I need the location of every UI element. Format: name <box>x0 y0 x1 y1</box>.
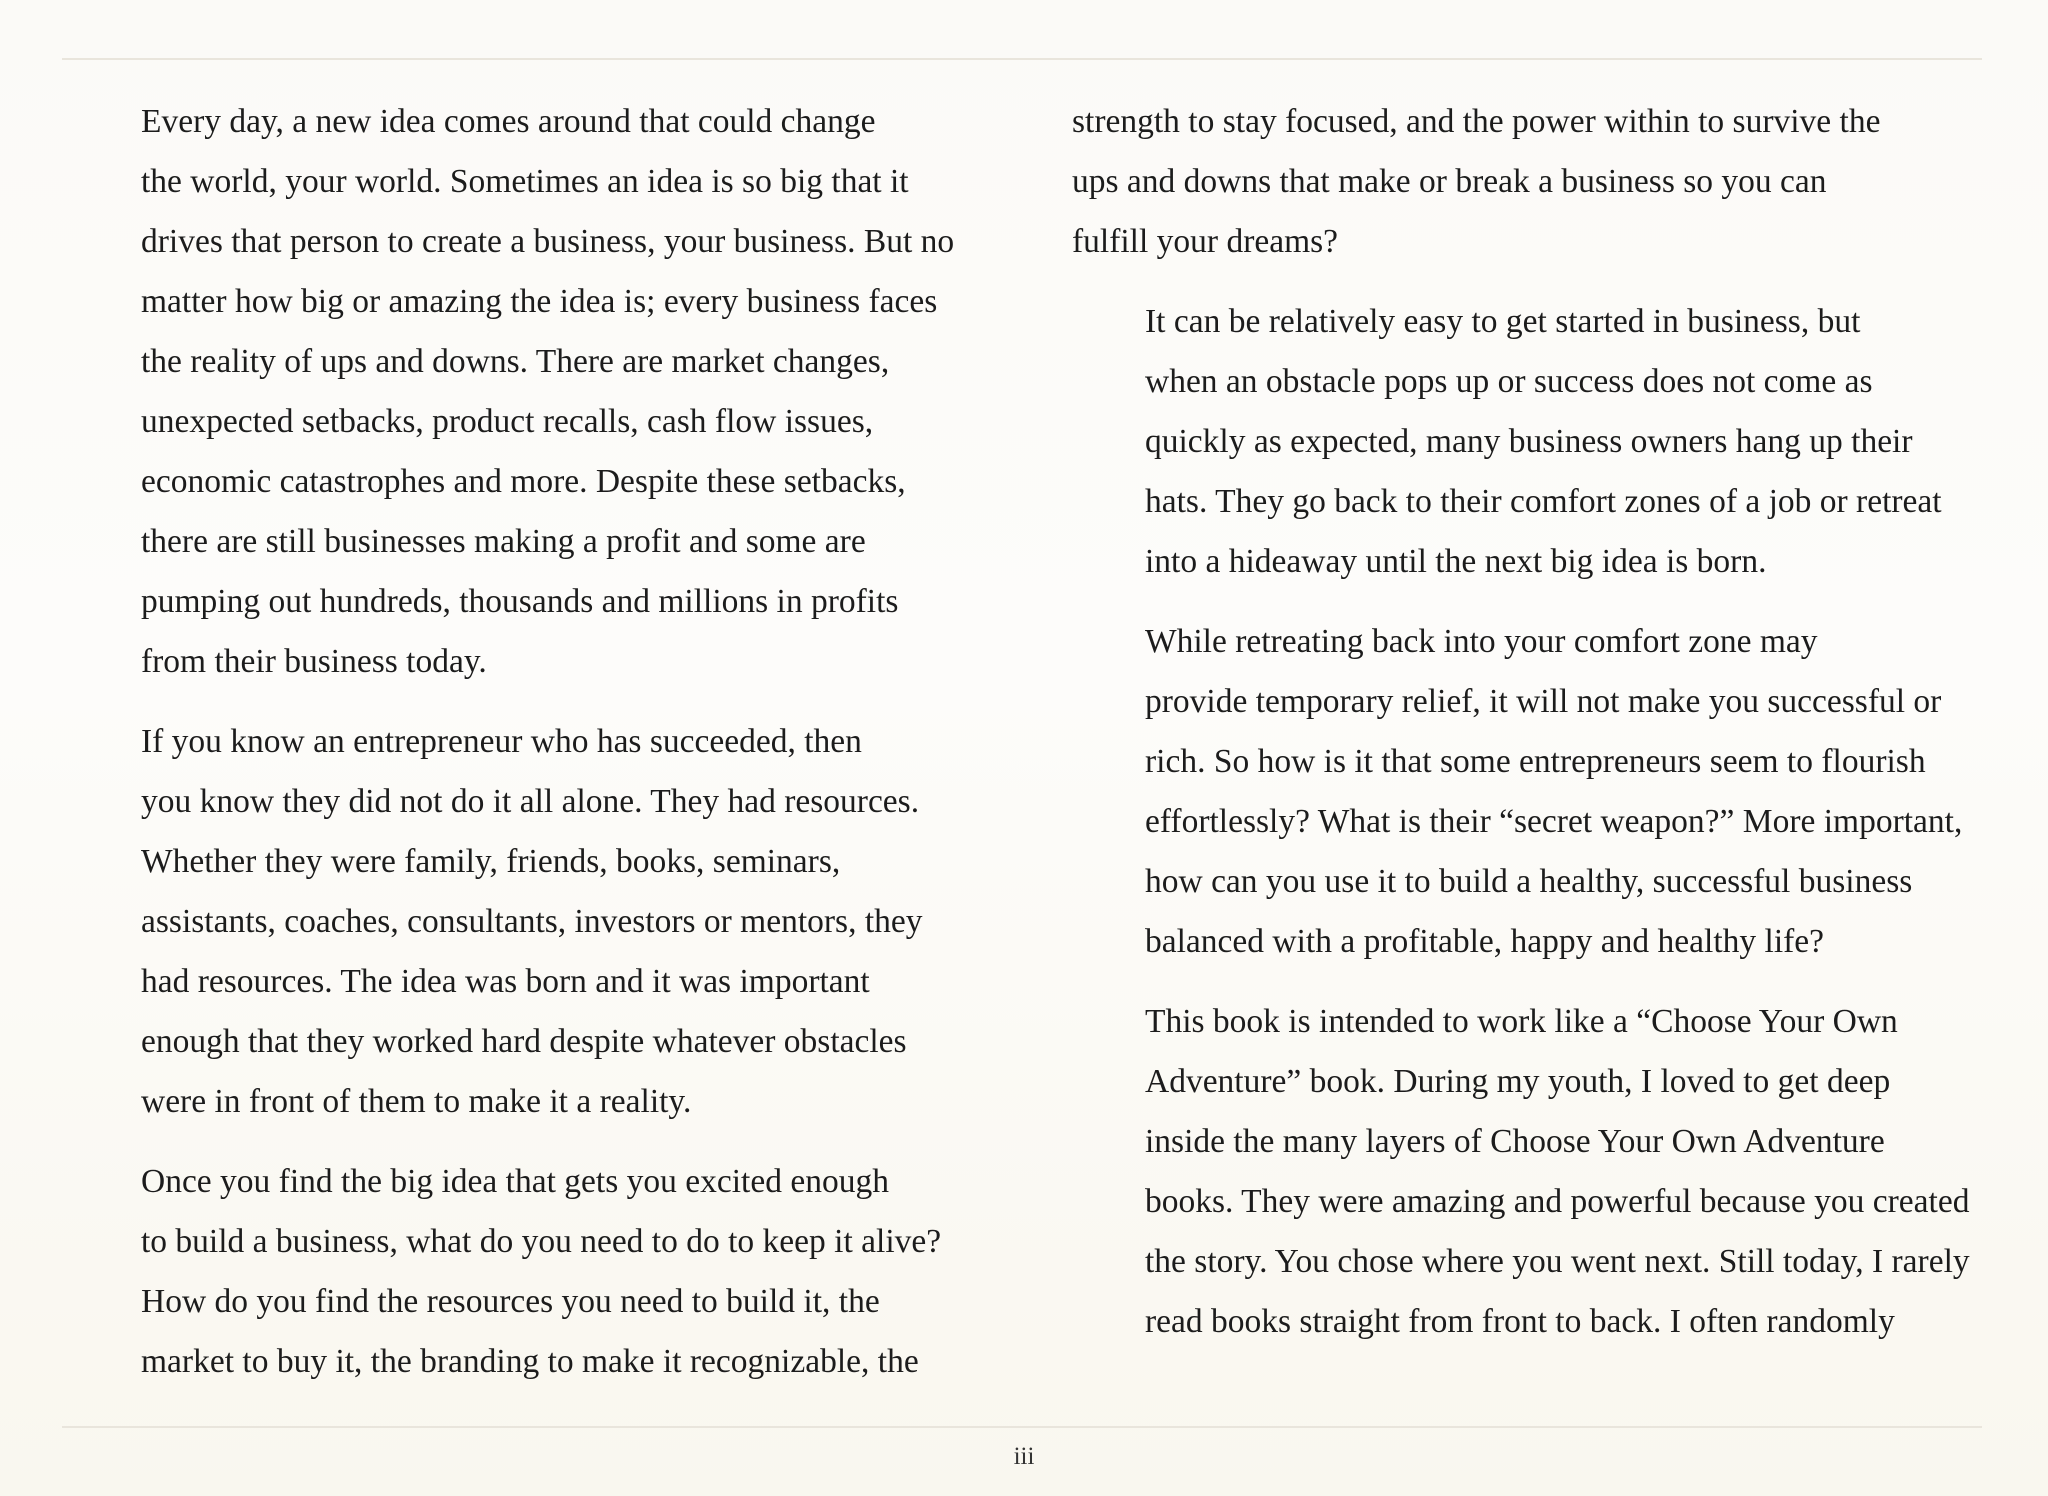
text-line: quickly as expected, many business owners hang up their <box>1145 423 1913 460</box>
text-line: drives that person to create a business, your business. But no <box>141 223 955 260</box>
text-line: economic catastrophes and more. Despite these setbacks, <box>141 463 906 500</box>
text-line: rich. So how is it that some entrepreneurs seem to flourish <box>1145 743 1926 780</box>
text-line: the world, your world. Sometimes an idea is so big that it <box>141 163 909 200</box>
paragraph <box>68 92 978 692</box>
text-line: It can be relatively easy to get started in business, but <box>1145 303 1861 340</box>
text-line: Every day, a new idea comes around that could change <box>141 103 876 140</box>
text-line: inside the many layers of Choose Your Own Adventure <box>1145 1123 1885 1160</box>
text-line: Once you find the big idea that gets you excited enough <box>141 1163 889 1200</box>
text-line: hats. They go back to their comfort zones of a job or retreat <box>1145 483 1942 520</box>
text-line: from their business today. <box>141 643 487 680</box>
text-line: Whether they were family, friends, books, seminars, <box>141 843 841 880</box>
text-line: how can you use it to build a healthy, successful business <box>1145 863 1913 900</box>
paragraph <box>68 712 978 1132</box>
text-line: balanced with a profitable, happy and healthy life? <box>1145 923 1825 960</box>
text-line: effortlessly? What is their “secret weapon?” More important, <box>1145 803 1963 840</box>
text-line: the reality of ups and downs. There are market changes, <box>141 343 890 380</box>
text-line: ups and downs that make or break a business so you can <box>1072 163 1827 200</box>
text-line: enough that they worked hard despite whatever obstacles <box>141 1023 907 1060</box>
text-line: market to buy it, the branding to make it recognizable, the <box>141 1343 919 1380</box>
paragraph <box>68 1152 978 1392</box>
text-line: when an obstacle pops up or success does not come as <box>1145 363 1873 400</box>
text-line: matter how big or amazing the idea is; every business faces <box>141 283 938 320</box>
text-line: provide temporary relief, it will not make you successful or <box>1145 683 1942 720</box>
top-divider <box>62 58 1982 60</box>
text-line: were in front of them to make it a reality. <box>141 1083 692 1120</box>
text-line: to build a business, what do you need to do to keep it alive? <box>141 1223 942 1260</box>
left-text-column <box>68 92 978 1412</box>
right-text-column <box>1072 92 1982 1372</box>
bottom-divider <box>62 1426 1982 1428</box>
text-line: unexpected setbacks, product recalls, cash flow issues, <box>141 403 874 440</box>
paragraph-continued <box>1072 92 1982 272</box>
text-line: had resources. The idea was born and it was important <box>141 963 870 1000</box>
text-line: you know they did not do it all alone. They had resources. <box>141 783 920 820</box>
paragraph <box>1072 292 1982 592</box>
text-line: strength to stay focused, and the power within to survive the <box>1072 103 1881 140</box>
text-line: Adventure” book. During my youth, I loved to get deep <box>1145 1063 1891 1100</box>
text-line: assistants, coaches, consultants, investors or mentors, they <box>141 903 923 940</box>
text-line: How do you find the resources you need to build it, the <box>141 1283 880 1320</box>
text-line: pumping out hundreds, thousands and millions in profits <box>141 583 899 620</box>
text-line: the story. You chose where you went next. Still today, I rarely <box>1145 1243 1970 1280</box>
text-line: into a hideaway until the next big idea is born. <box>1145 543 1767 580</box>
text-line: fulfill your dreams? <box>1072 223 1339 260</box>
text-line: books. They were amazing and powerful because you created <box>1145 1183 1970 1220</box>
page-number: iii <box>1013 1443 1035 1470</box>
text-line: While retreating back into your comfort zone may <box>1145 623 1818 660</box>
paragraph <box>1072 992 1982 1352</box>
text-line: read books straight from front to back. I often randomly <box>1145 1303 1895 1340</box>
text-line: If you know an entrepreneur who has succeeded, then <box>141 723 862 760</box>
paragraph <box>1072 612 1982 972</box>
text-line: there are still businesses making a profit and some are <box>141 523 866 560</box>
text-line: This book is intended to work like a “Choose Your Own <box>1145 1003 1898 1040</box>
